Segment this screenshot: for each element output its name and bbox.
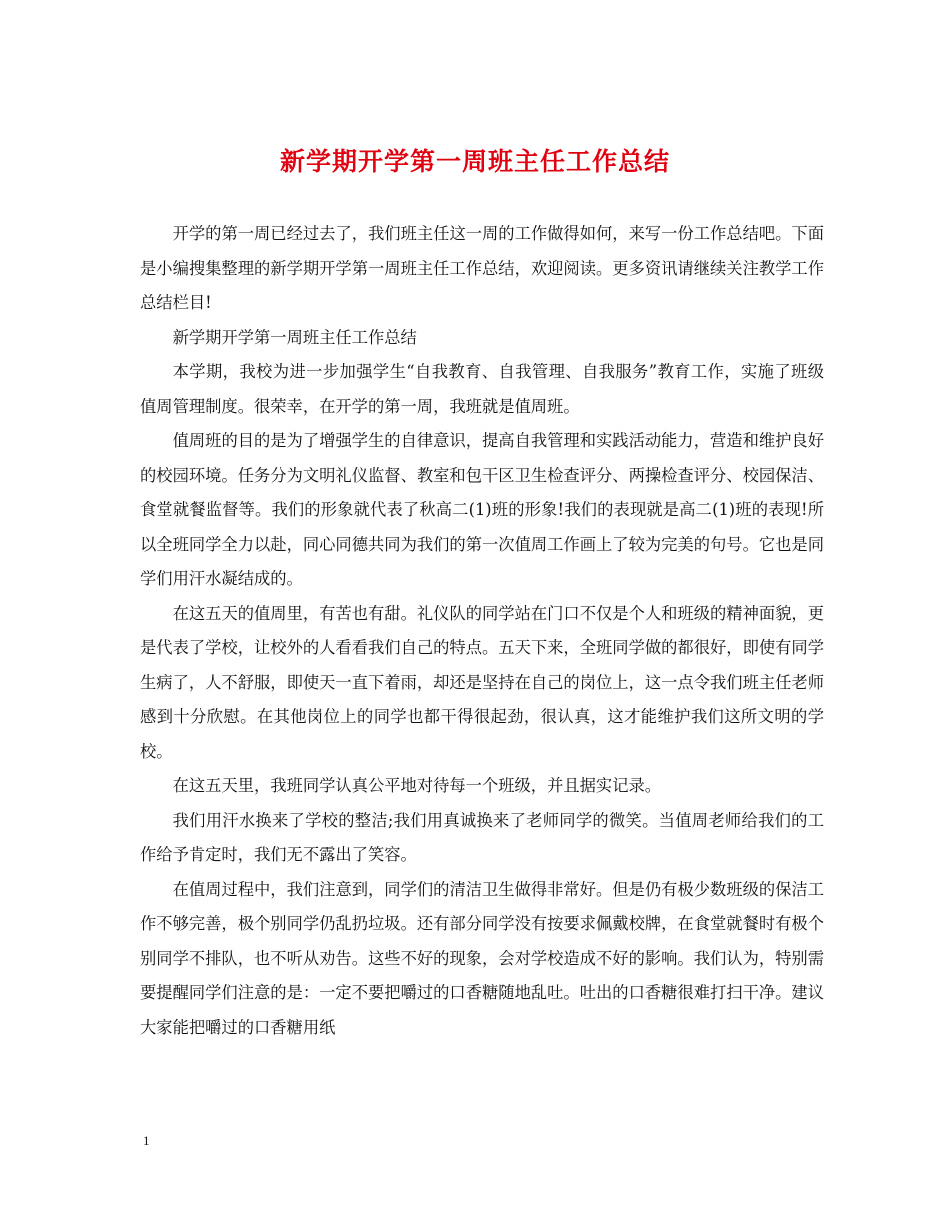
- paragraph-observations: 在值周过程中，我们注意到，同学们的清洁卫生做得非常好。但是仍有极少数班级的保洁工作不够完善，极个别同学仍乱扔垃圾。还有部分同学没有按要求佩戴校牌，在食堂就餐时有极个别同学不排队，也不听从劝告。这些不好的现象，会对学校造成不好的影响。我们认为，特别需要提醒同学们注意的是：一定不要把嚼过的口香糖随地乱吐。吐出的口香糖很难打扫干净。建议大家能把嚼过的口香糖用纸: [140, 879, 824, 1037]
- paragraph-intro: 开学的第一周已经过去了，我们班主任这一周的工作做得如何，来写一份工作总结吧。下面是小编搜集整理的新学期开学第一周班主任工作总结，欢迎阅读。更多资讯请继续关注教学工作总结栏目!: [140, 224, 824, 312]
- paragraph-subtitle: 新学期开学第一周班主任工作总结: [172, 327, 417, 347]
- document-body: [140, 217, 824, 1045]
- paragraph-fair-record: 在这五天里，我班同学认真公平地对待每一个班级，并且据实记录。: [172, 776, 662, 795]
- paragraph-duty-purpose: 值周班的目的是为了增强学生的自律意识，提高自我管理和实践活动能力，营造和维护良好的校园环境。任务分为文明礼仪监督、教室和包干区卫生检查评分、两操检查评分、校园保洁、食堂就餐监督等。我们的形象就代表了秋高二(1)班的形象!我们的表现就是高二(1)班的表现!所以全班同学全力以赴，同心同德共同为我们的第一次值周工作画上了较为完美的句号。它也是同学们用汗水凝结成的。: [140, 431, 824, 588]
- paragraph-five-days: 在这五天的值周里，有苦也有甜。礼仪队的同学站在门口不仅是个人和班级的精神面貌，更是代表了学校，让校外的人看看我们自己的特点。五天下来，全班同学做的都很好，即使有同学生病了，人不舒服，即使天一直下着雨，却还是坚持在自己的岗位上，这一点令我们班主任老师感到十分欣慰。在其他岗位上的同学也都干得很起劲，很认真，这才能维护我们这所文明的学校。: [140, 603, 824, 761]
- document-title: 新学期开学第一周班主任工作总结: [279, 147, 670, 176]
- paragraph-duty-system: 本学期，我校为进一步加强学生“自我教育、自我管理、自我服务”教育工作，实施了班级值周管理制度。很荣幸，在开学的第一周，我班就是值周班。: [140, 362, 824, 416]
- page-number: 1: [143, 1133, 150, 1148]
- paragraph-sweat-smile: 我们用汗水换来了学校的整洁;我们用真诚换来了老师同学的微笑。当值周老师给我们的工作给予肯定时，我们无不露出了笑容。: [140, 810, 824, 864]
